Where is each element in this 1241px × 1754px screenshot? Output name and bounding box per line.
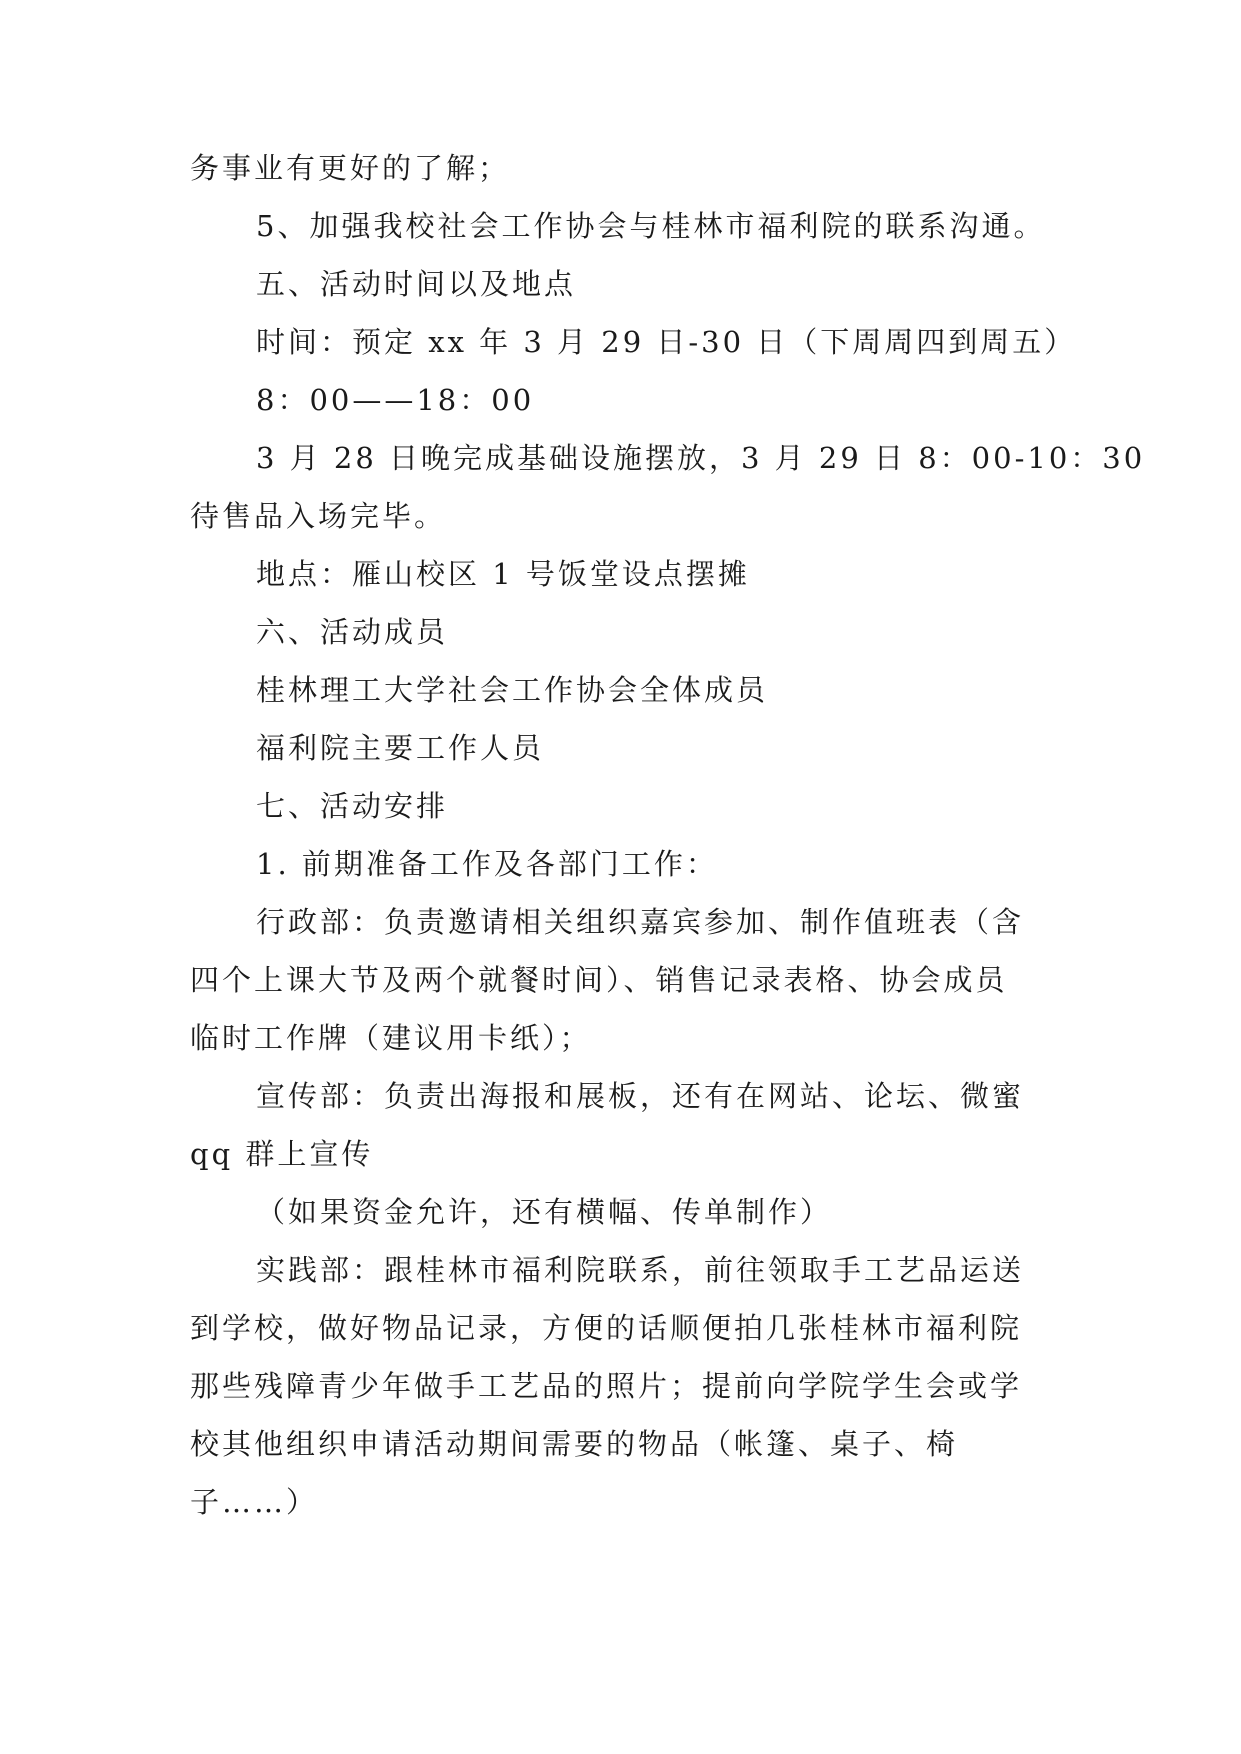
section-heading: 六、活动成员 [256, 615, 449, 649]
text-line: 3 月 28 日晚完成基础设施摆放，3 月 29 日 8：00-10：30 [256, 441, 1146, 475]
text-line: 5、加强我校社会工作协会与桂林市福利院的联系沟通。 [256, 209, 1046, 243]
text-line: 那些残障青少年做手工艺品的照片；提前向学院学生会或学 [190, 1369, 1023, 1403]
text-line: 务事业有更好的了解； [190, 151, 511, 185]
section-heading: 七、活动安排 [256, 789, 449, 823]
text-line: 校其他组织申请活动期间需要的物品（帐篷、桌子、椅 [190, 1427, 959, 1461]
text-line: 到学校，做好物品记录，方便的话顺便拍几张桂林市福利院 [190, 1311, 1023, 1345]
text-line: 地点：雁山校区 1 号饭堂设点摆摊 [256, 557, 750, 591]
text-line: 临时工作牌（建议用卡纸）； [190, 1021, 592, 1055]
text-line: 桂林理工大学社会工作协会全体成员 [256, 673, 769, 707]
text-line: 宣传部：负责出海报和展板，还有在网站、论坛、微蜜 [256, 1079, 1025, 1113]
text-line: 8：00——18：00 [256, 383, 535, 417]
text-line: 1. 前期准备工作及各部门工作： [256, 847, 718, 881]
text-line: qq 群上宣传 [190, 1137, 374, 1171]
text-line: 时间：预定 xx 年 3 月 29 日-30 日（下周周四到周五） [256, 325, 1077, 359]
text-line: 福利院主要工作人员 [256, 731, 545, 765]
text-line: 子……） [190, 1485, 319, 1519]
text-line: 实践部：跟桂林市福利院联系，前往领取手工艺品运送 [256, 1253, 1025, 1287]
text-line: 行政部：负责邀请相关组织嘉宾参加、制作值班表（含 [256, 905, 1025, 939]
text-line: 待售品入场完毕。 [190, 499, 447, 533]
text-line: 四个上课大节及两个就餐时间）、销售记录表格、协会成员 [190, 963, 1008, 997]
section-heading: 五、活动时间以及地点 [256, 267, 577, 301]
text-line: （如果资金允许，还有横幅、传单制作） [256, 1195, 833, 1229]
